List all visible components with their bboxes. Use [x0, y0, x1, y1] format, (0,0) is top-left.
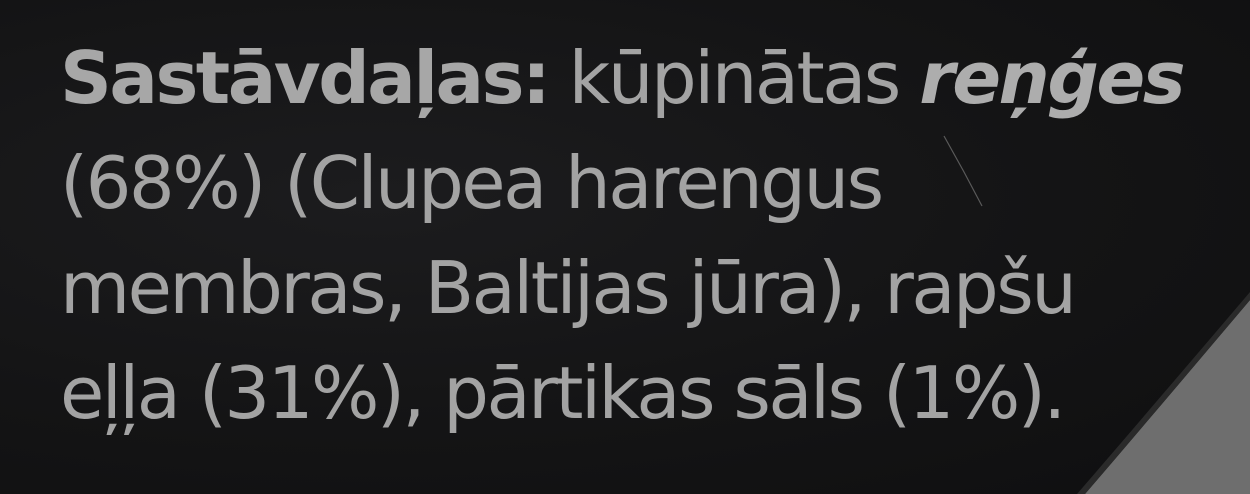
- ingredients-line-1-text: kūpinātas: [548, 36, 920, 120]
- allergen-herring: reņģes: [919, 36, 1184, 120]
- ingredients-line-1: [60, 26, 1220, 131]
- ingredients-text: [60, 26, 1220, 446]
- ingredients-heading: Sastāvdaļas:: [60, 36, 549, 120]
- ingredients-line-4: eļļa (31%), pārtikas sāls (1%).: [60, 351, 1064, 435]
- ingredients-line-2: (68%) (Clupea harengus: [60, 141, 882, 225]
- ingredients-line-3: membras, Baltijas jūra), rapšu: [60, 246, 1075, 330]
